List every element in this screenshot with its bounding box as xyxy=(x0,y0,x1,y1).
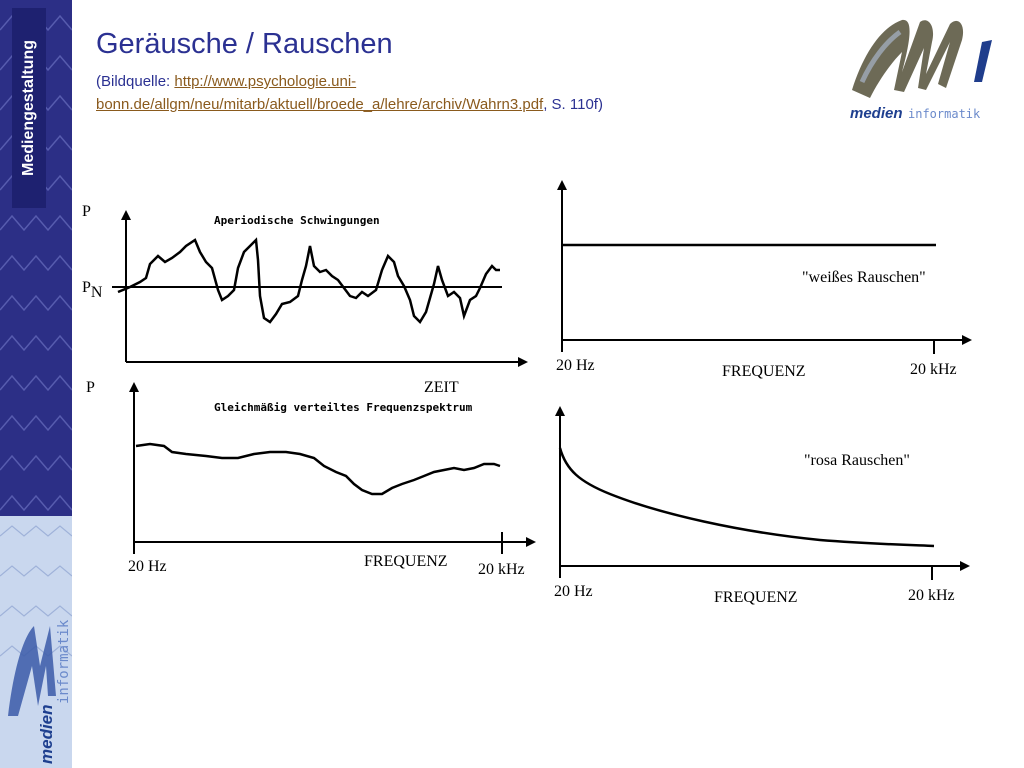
pink-x-label: FREQUENZ xyxy=(714,589,798,606)
logo-word2: informatik xyxy=(908,107,981,121)
aperiodic-title: Aperiodische Schwingungen xyxy=(214,214,380,227)
panel-pink-noise xyxy=(554,408,968,606)
flat-x-label: FREQUENZ xyxy=(364,553,448,570)
source-prefix: (Bildquelle: xyxy=(96,73,175,90)
sidebar-logo-word2: informatik xyxy=(56,619,72,704)
white-x-max-label: 20 kHz xyxy=(910,361,957,378)
page-title: Geräusche / Rauschen xyxy=(96,28,393,60)
sidebar-logo-word1: medien xyxy=(37,704,56,764)
white-noise-label: "weißes Rauschen" xyxy=(802,269,926,286)
white-x-label: FREQUENZ xyxy=(722,363,806,380)
pink-x-max-label: 20 kHz xyxy=(908,587,955,604)
source-link-line1: http://www.psychologie.uni- xyxy=(174,73,357,90)
aperiodic-ref-label xyxy=(82,279,103,301)
source-suffix: , S. 110f) xyxy=(543,96,603,113)
pink-noise-label: "rosa Rauschen" xyxy=(804,452,910,469)
panel-aperiodic xyxy=(82,203,526,396)
logo-word1: medien xyxy=(850,105,903,122)
aperiodic-wave xyxy=(118,240,500,322)
flat-y-label: P xyxy=(86,379,95,396)
flat-x-min-label: 20 Hz xyxy=(128,558,167,575)
aperiodic-y-label: P xyxy=(82,203,91,220)
aperiodic-ref-label-main: P xyxy=(82,279,91,296)
aperiodic-x-label: ZEIT xyxy=(424,379,459,396)
panel-white-noise xyxy=(556,182,970,380)
flat-title: Gleichmäßig verteiltes Frequenzspektrum xyxy=(214,401,473,414)
source-link-line2: bonn.de/allgm/neu/mitarb/aktuell/broede_a/lehre/archiv/Wahrn3.pdf xyxy=(96,96,544,113)
flat-x-max-label: 20 kHz xyxy=(478,561,525,578)
sidebar-title: Mediengestaltung xyxy=(20,39,37,177)
pink-x-min-label: 20 Hz xyxy=(554,583,593,600)
flat-spectrum-curve xyxy=(136,444,500,494)
panel-flat-spectrum xyxy=(86,379,534,578)
white-x-min-label: 20 Hz xyxy=(556,357,595,374)
aperiodic-ref-label-sub: N xyxy=(90,284,103,301)
